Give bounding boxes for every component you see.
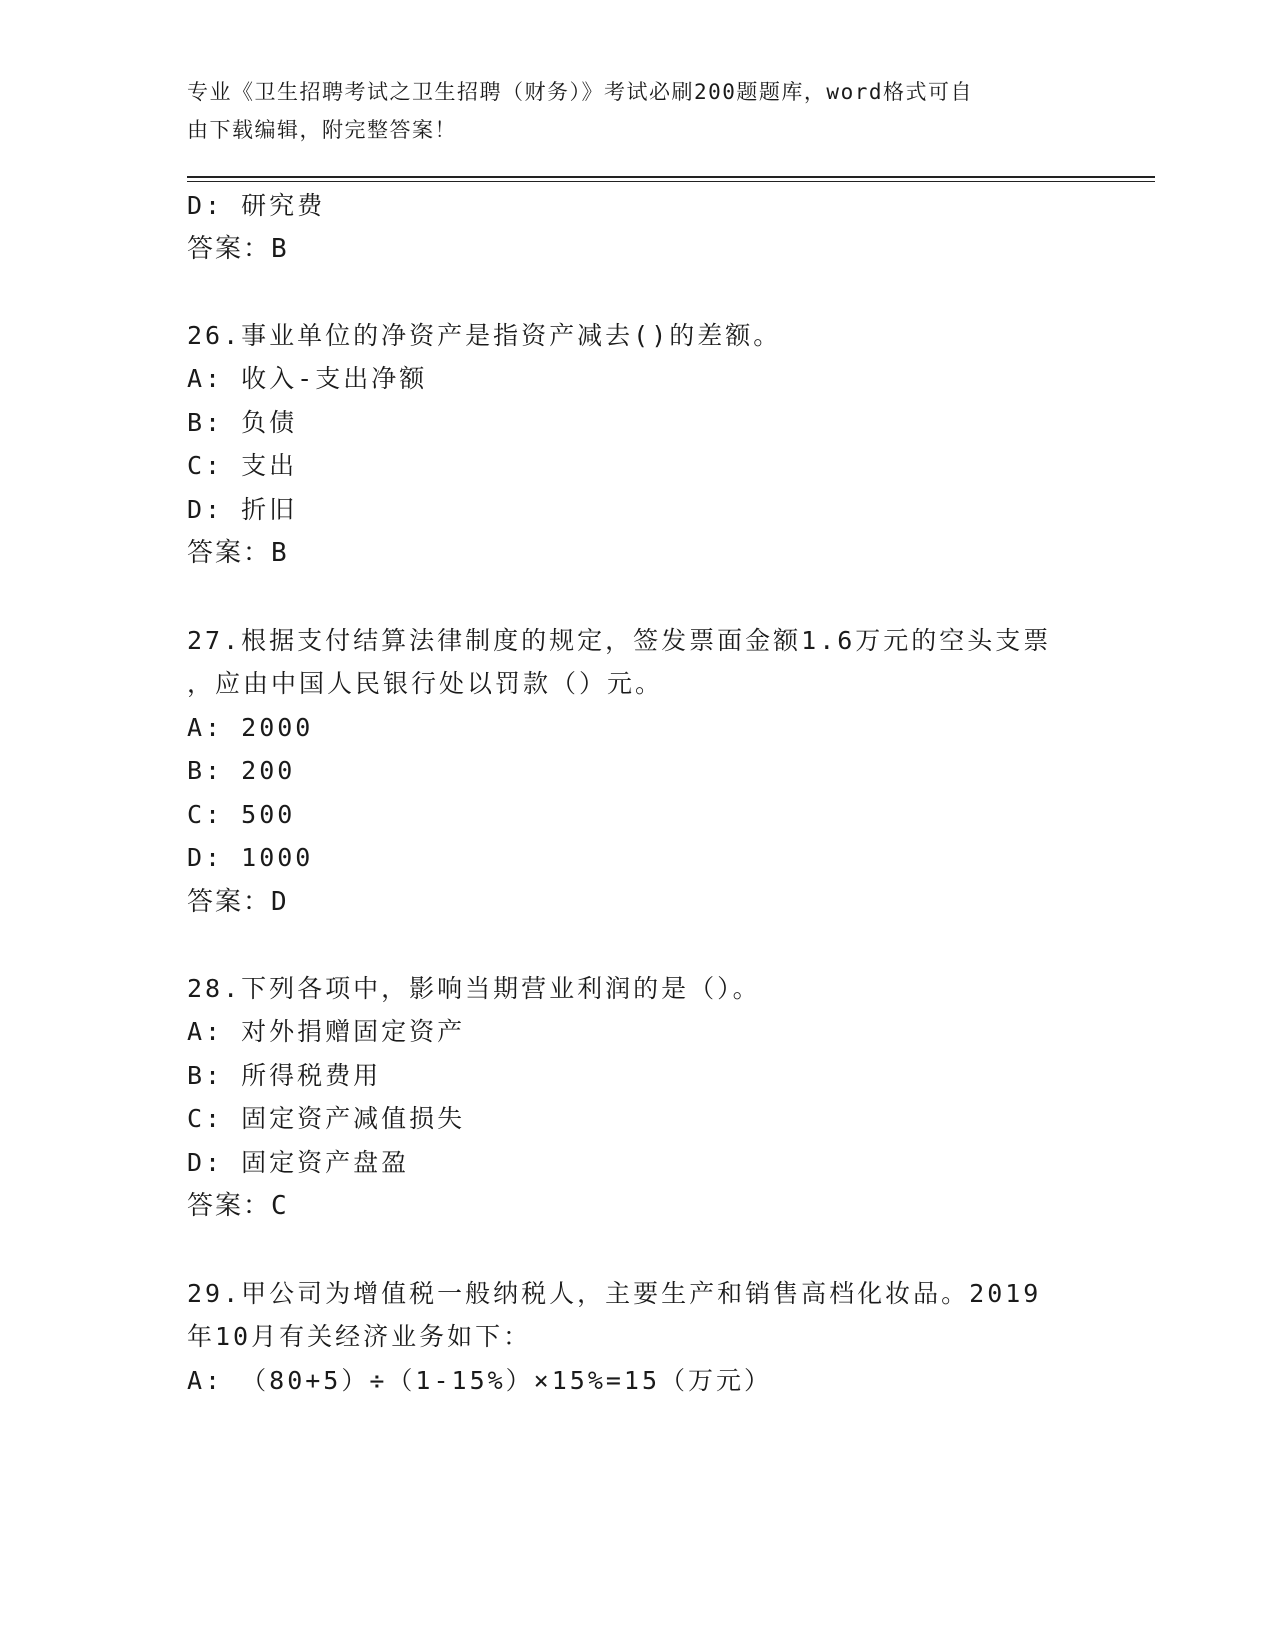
- q26-option-d: D: 折旧: [187, 495, 298, 524]
- prev-answer: 答案：B: [187, 234, 289, 264]
- header-text-line-2: 由下载编辑，附完整答案！: [187, 118, 457, 142]
- q28-stem: 28.下列各项中，影响当期营业利润的是（）。: [187, 974, 761, 1003]
- q27-option-c: C: 500: [187, 800, 296, 829]
- q27-stem-line-2: ，应由中国人民银行处以罚款（）元。: [187, 669, 664, 698]
- q27-option-b: B: 200: [187, 756, 296, 785]
- q26-answer: 答案：B: [187, 538, 289, 568]
- q28-option-b: B: 所得税费用: [187, 1061, 382, 1090]
- document-header: [187, 73, 1067, 149]
- q28-option-c: C: 固定资产减值损失: [187, 1104, 466, 1133]
- q26-option-b: B: 负债: [187, 408, 298, 437]
- q27-option-a: A: 2000: [187, 713, 314, 742]
- q26-option-c: C: 支出: [187, 451, 298, 480]
- q28-answer: 答案：C: [187, 1191, 289, 1221]
- prev-option-d: D: 研究费: [187, 191, 326, 220]
- q26-stem: 26.事业单位的净资产是指资产减去()的差额。: [187, 321, 782, 350]
- q28-option-a: A: 对外捐赠固定资产: [187, 1017, 466, 1046]
- header-divider-thin: [187, 181, 1155, 182]
- q28-option-d: D: 固定资产盘盈: [187, 1148, 410, 1177]
- q27-option-d: D: 1000: [187, 843, 314, 872]
- q29-stem-line-2: 年10月有关经济业务如下：: [187, 1322, 532, 1351]
- q29-stem-line-1: 29.甲公司为增值税一般纳税人，主要生产和销售高档化妆品。2019: [187, 1279, 1042, 1308]
- q26-option-a: A: 收入-支出净额: [187, 364, 428, 393]
- header-divider-thick: [187, 176, 1155, 178]
- header-text-line-1: 专业《卫生招聘考试之卫生招聘（财务）》考试必刷200题题库，word格式可自: [187, 80, 973, 104]
- q29-option-a: A: （80+5）÷（1-15%）×15%=15（万元）: [187, 1366, 773, 1395]
- q27-answer: 答案：D: [187, 887, 289, 917]
- q27-stem-line-1: 27.根据支付结算法律制度的规定，签发票面金额1.6万元的空头支票: [187, 626, 1052, 655]
